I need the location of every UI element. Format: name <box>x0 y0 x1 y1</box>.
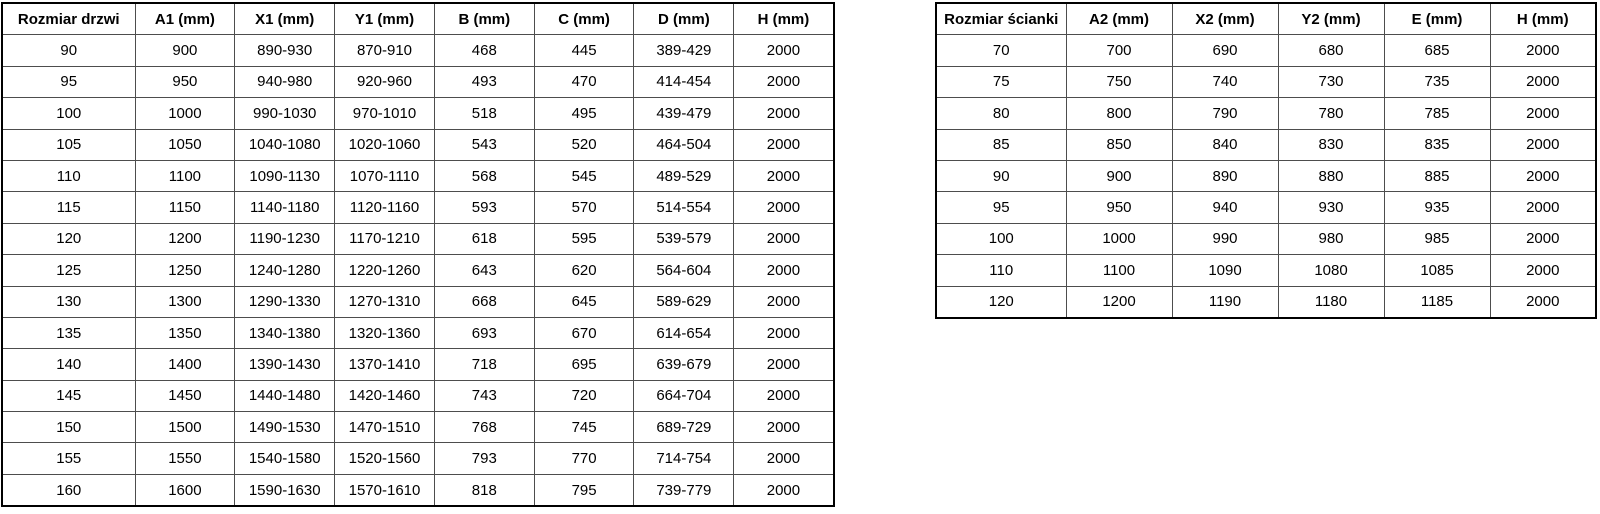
table-cell: 890-930 <box>235 35 335 66</box>
table-cell: 930 <box>1278 192 1384 223</box>
table-cell: 714-754 <box>634 443 734 474</box>
table-cell: 940 <box>1172 192 1278 223</box>
table-cell: 2000 <box>1490 192 1596 223</box>
column-header: H (mm) <box>734 3 834 35</box>
table-cell: 870-910 <box>335 35 435 66</box>
table-cell: 818 <box>434 474 534 506</box>
table-cell: 520 <box>534 129 634 160</box>
table-cell: 90 <box>936 160 1066 191</box>
table-row <box>936 98 1596 129</box>
table-cell: 1080 <box>1278 255 1384 286</box>
table-cell: 1100 <box>135 160 235 191</box>
table-cell: 885 <box>1384 160 1490 191</box>
table-row <box>936 35 1596 66</box>
column-header: D (mm) <box>634 3 734 35</box>
table-cell: 470 <box>534 66 634 97</box>
table-cell: 1140-1180 <box>235 192 335 223</box>
table-row <box>2 98 834 129</box>
table-cell: 1390-1430 <box>235 349 335 380</box>
table-cell: 743 <box>434 380 534 411</box>
table-cell: 735 <box>1384 66 1490 97</box>
table-cell: 1150 <box>135 192 235 223</box>
table-row <box>2 317 834 348</box>
table-cell: 2000 <box>734 349 834 380</box>
table-cell: 75 <box>936 66 1066 97</box>
table-cell: 718 <box>434 349 534 380</box>
table-cell: 570 <box>534 192 634 223</box>
table-cell: 140 <box>2 349 135 380</box>
table-cell: 2000 <box>734 66 834 97</box>
table-cell: 840 <box>1172 129 1278 160</box>
table-cell: 739-779 <box>634 474 734 506</box>
table-cell: 664-704 <box>634 380 734 411</box>
table-cell: 1100 <box>1066 255 1172 286</box>
table-cell: 940-980 <box>235 66 335 97</box>
table-cell: 105 <box>2 129 135 160</box>
table-cell: 1070-1110 <box>335 160 435 191</box>
table-cell: 493 <box>434 66 534 97</box>
table-cell: 900 <box>135 35 235 66</box>
table-cell: 920-960 <box>335 66 435 97</box>
table-cell: 740 <box>1172 66 1278 97</box>
table-cell: 2000 <box>1490 129 1596 160</box>
table-cell: 110 <box>2 160 135 191</box>
table-cell: 70 <box>936 35 1066 66</box>
table-cell: 1270-1310 <box>335 286 435 317</box>
table-cell: 1340-1380 <box>235 317 335 348</box>
table-cell: 1200 <box>1066 286 1172 318</box>
table-cell: 1550 <box>135 443 235 474</box>
table-cell: 620 <box>534 255 634 286</box>
table-row <box>2 66 834 97</box>
table-row <box>2 35 834 66</box>
door-sizes-table <box>1 2 835 507</box>
table-cell: 110 <box>936 255 1066 286</box>
table-cell: 439-479 <box>634 98 734 129</box>
table-cell: 1290-1330 <box>235 286 335 317</box>
table-cell: 720 <box>534 380 634 411</box>
table-row <box>2 255 834 286</box>
header-row <box>2 3 834 35</box>
table-cell: 990-1030 <box>235 98 335 129</box>
table-row <box>2 129 834 160</box>
table-cell: 2000 <box>734 474 834 506</box>
table-cell: 950 <box>1066 192 1172 223</box>
table-cell: 120 <box>2 223 135 254</box>
table-cell: 130 <box>2 286 135 317</box>
table-cell: 1420-1460 <box>335 380 435 411</box>
table-row <box>2 349 834 380</box>
table-row <box>936 160 1596 191</box>
table-cell: 1250 <box>135 255 235 286</box>
table-cell: 790 <box>1172 98 1278 129</box>
table-cell: 1085 <box>1384 255 1490 286</box>
table-cell: 618 <box>434 223 534 254</box>
table-cell: 568 <box>434 160 534 191</box>
table-cell: 1470-1510 <box>335 412 435 443</box>
table-cell: 468 <box>434 35 534 66</box>
table-cell: 1180 <box>1278 286 1384 318</box>
table-cell: 145 <box>2 380 135 411</box>
column-header: H (mm) <box>1490 3 1596 35</box>
table-cell: 389-429 <box>634 35 734 66</box>
table-cell: 830 <box>1278 129 1384 160</box>
table-cell: 2000 <box>734 412 834 443</box>
table-cell: 2000 <box>1490 255 1596 286</box>
table-cell: 2000 <box>734 286 834 317</box>
table-cell: 935 <box>1384 192 1490 223</box>
wall-sizes-table <box>935 2 1597 319</box>
column-header: X2 (mm) <box>1172 3 1278 35</box>
table-cell: 745 <box>534 412 634 443</box>
table-cell: 2000 <box>1490 35 1596 66</box>
table-cell: 970-1010 <box>335 98 435 129</box>
table-cell: 1240-1280 <box>235 255 335 286</box>
table-cell: 1190 <box>1172 286 1278 318</box>
table-cell: 1440-1480 <box>235 380 335 411</box>
table-cell: 489-529 <box>634 160 734 191</box>
table-cell: 1370-1410 <box>335 349 435 380</box>
table-cell: 1040-1080 <box>235 129 335 160</box>
table-cell: 890 <box>1172 160 1278 191</box>
table-cell: 1090-1130 <box>235 160 335 191</box>
table-cell: 690 <box>1172 35 1278 66</box>
table-cell: 115 <box>2 192 135 223</box>
table-cell: 1190-1230 <box>235 223 335 254</box>
table-cell: 1050 <box>135 129 235 160</box>
table-cell: 2000 <box>734 223 834 254</box>
table-cell: 700 <box>1066 35 1172 66</box>
column-header: E (mm) <box>1384 3 1490 35</box>
table-cell: 2000 <box>1490 223 1596 254</box>
table-cell: 795 <box>534 474 634 506</box>
table-cell: 1200 <box>135 223 235 254</box>
table-row <box>2 192 834 223</box>
table-cell: 614-654 <box>634 317 734 348</box>
table-cell: 2000 <box>734 98 834 129</box>
table-cell: 668 <box>434 286 534 317</box>
table-cell: 980 <box>1278 223 1384 254</box>
column-header: C (mm) <box>534 3 634 35</box>
table-cell: 100 <box>2 98 135 129</box>
table-cell: 768 <box>434 412 534 443</box>
column-header: Y2 (mm) <box>1278 3 1384 35</box>
table-cell: 880 <box>1278 160 1384 191</box>
table-cell: 1490-1530 <box>235 412 335 443</box>
table-cell: 593 <box>434 192 534 223</box>
table-cell: 785 <box>1384 98 1490 129</box>
table-cell: 120 <box>936 286 1066 318</box>
table-cell: 545 <box>534 160 634 191</box>
table-cell: 1600 <box>135 474 235 506</box>
table-row <box>2 223 834 254</box>
table-cell: 150 <box>2 412 135 443</box>
table-cell: 1570-1610 <box>335 474 435 506</box>
table-cell: 445 <box>534 35 634 66</box>
table-cell: 514-554 <box>634 192 734 223</box>
table-cell: 2000 <box>734 129 834 160</box>
table-row <box>936 66 1596 97</box>
table-cell: 685 <box>1384 35 1490 66</box>
table-cell: 518 <box>434 98 534 129</box>
table-cell: 414-454 <box>634 66 734 97</box>
table-cell: 900 <box>1066 160 1172 191</box>
table-cell: 1020-1060 <box>335 129 435 160</box>
column-header: A1 (mm) <box>135 3 235 35</box>
table-cell: 1450 <box>135 380 235 411</box>
table-cell: 1350 <box>135 317 235 348</box>
table-cell: 595 <box>534 223 634 254</box>
column-header: B (mm) <box>434 3 534 35</box>
header-row <box>936 3 1596 35</box>
table-cell: 990 <box>1172 223 1278 254</box>
table-cell: 835 <box>1384 129 1490 160</box>
table-cell: 100 <box>936 223 1066 254</box>
table-cell: 543 <box>434 129 534 160</box>
table-cell: 95 <box>936 192 1066 223</box>
table-cell: 643 <box>434 255 534 286</box>
table-cell: 2000 <box>1490 160 1596 191</box>
table-cell: 1220-1260 <box>335 255 435 286</box>
table-cell: 730 <box>1278 66 1384 97</box>
table-cell: 2000 <box>1490 66 1596 97</box>
table-cell: 2000 <box>734 160 834 191</box>
table-cell: 1500 <box>135 412 235 443</box>
table-cell: 2000 <box>734 35 834 66</box>
table-cell: 2000 <box>1490 98 1596 129</box>
table-cell: 1120-1160 <box>335 192 435 223</box>
table-cell: 160 <box>2 474 135 506</box>
table-row <box>2 160 834 191</box>
column-header: Rozmiar ścianki <box>936 3 1066 35</box>
table-cell: 689-729 <box>634 412 734 443</box>
column-header: A2 (mm) <box>1066 3 1172 35</box>
table-cell: 80 <box>936 98 1066 129</box>
table-cell: 1540-1580 <box>235 443 335 474</box>
table-row <box>2 474 834 506</box>
table-row <box>936 129 1596 160</box>
column-header: Rozmiar drzwi <box>2 3 135 35</box>
table-cell: 2000 <box>1490 286 1596 318</box>
table-row <box>2 443 834 474</box>
table-row <box>936 255 1596 286</box>
table-cell: 985 <box>1384 223 1490 254</box>
table-cell: 125 <box>2 255 135 286</box>
column-header: X1 (mm) <box>235 3 335 35</box>
table-cell: 645 <box>534 286 634 317</box>
table-row <box>2 286 834 317</box>
table-cell: 1000 <box>1066 223 1172 254</box>
table-cell: 1520-1560 <box>335 443 435 474</box>
table-cell: 539-579 <box>634 223 734 254</box>
table-cell: 1320-1360 <box>335 317 435 348</box>
table-row <box>2 380 834 411</box>
table-row <box>936 223 1596 254</box>
table-cell: 95 <box>2 66 135 97</box>
table-cell: 1000 <box>135 98 235 129</box>
table-row <box>936 192 1596 223</box>
table-cell: 680 <box>1278 35 1384 66</box>
table-cell: 780 <box>1278 98 1384 129</box>
table-cell: 750 <box>1066 66 1172 97</box>
table-cell: 1300 <box>135 286 235 317</box>
table-cell: 155 <box>2 443 135 474</box>
table-row <box>936 286 1596 318</box>
table-cell: 1590-1630 <box>235 474 335 506</box>
table-cell: 1170-1210 <box>335 223 435 254</box>
table-cell: 639-679 <box>634 349 734 380</box>
table-cell: 2000 <box>734 317 834 348</box>
table-cell: 670 <box>534 317 634 348</box>
table-cell: 770 <box>534 443 634 474</box>
table-cell: 850 <box>1066 129 1172 160</box>
table-cell: 1400 <box>135 349 235 380</box>
table-cell: 693 <box>434 317 534 348</box>
table-cell: 564-604 <box>634 255 734 286</box>
table-cell: 695 <box>534 349 634 380</box>
table-cell: 2000 <box>734 380 834 411</box>
table-cell: 495 <box>534 98 634 129</box>
table-cell: 2000 <box>734 255 834 286</box>
table-cell: 90 <box>2 35 135 66</box>
table-cell: 950 <box>135 66 235 97</box>
table-cell: 589-629 <box>634 286 734 317</box>
table-cell: 1090 <box>1172 255 1278 286</box>
table-cell: 2000 <box>734 443 834 474</box>
table-cell: 464-504 <box>634 129 734 160</box>
table-row <box>2 412 834 443</box>
table-cell: 135 <box>2 317 135 348</box>
table-cell: 1185 <box>1384 286 1490 318</box>
table-cell: 2000 <box>734 192 834 223</box>
table-cell: 85 <box>936 129 1066 160</box>
table-cell: 793 <box>434 443 534 474</box>
table-cell: 800 <box>1066 98 1172 129</box>
column-header: Y1 (mm) <box>335 3 435 35</box>
